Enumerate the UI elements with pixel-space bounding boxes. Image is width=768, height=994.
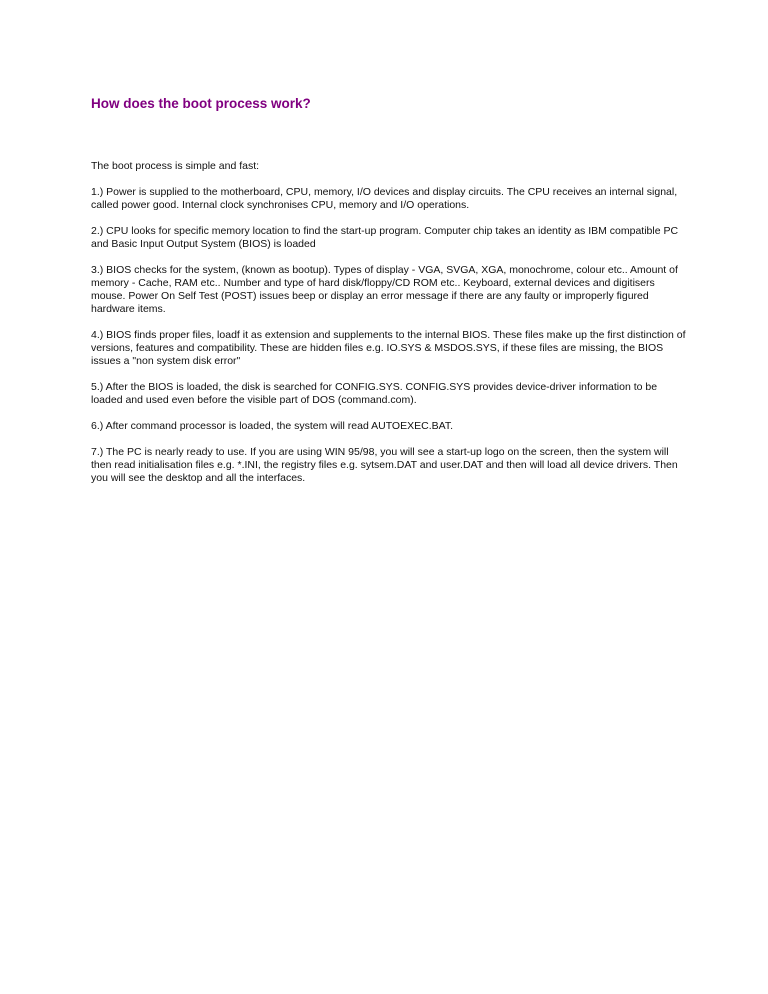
step-6-paragraph: 6.) After command processor is loaded, the system will read AUTOEXEC.BAT.: [91, 420, 454, 432]
step-2-paragraph: 2.) CPU looks for specific memory location to find the start-up program. Computer chip takes an identity as IBM compatible PC and Basic Input Output System (BIOS) is loaded: [91, 225, 679, 250]
step-7-paragraph: 7.) The PC is nearly ready to use. If you are using WIN 95/98, you will see a start-up logo on the screen, then the system will then read initialisation files e.g. *.INI, the registry files e.g. sytsem.DAT and user.DAT and then will load all device drivers. Then you will see the desktop and all the interfaces.: [91, 446, 678, 484]
step-4-paragraph: 4.) BIOS finds proper files, loadf it as extension and supplements to the internal BIOS. These files make up the first distinction of versions, features and compatibility. These are hidden files e.g. IO.SYS & MSDOS.SYS, if these files are missing, the BIOS issues a "non system disk error": [91, 329, 686, 367]
step-5-paragraph: 5.) After the BIOS is loaded, the disk is searched for CONFIG.SYS. CONFIG.SYS provides device-driver information to be loaded and used even before the visible part of DOS (command.com).: [91, 381, 658, 406]
document-body: [91, 160, 686, 498]
step-1-paragraph: 1.) Power is supplied to the motherboard, CPU, memory, I/O devices and display circuits. The CPU receives an internal signal, called power good. Internal clock synchronises CPU, memory and I/O operations.: [91, 186, 678, 211]
page-title: How does the boot process work?: [91, 96, 311, 111]
intro-paragraph: The boot process is simple and fast:: [91, 160, 260, 172]
step-3-paragraph: 3.) BIOS checks for the system, (known as bootup). Types of display - VGA, SVGA, XGA, monochrome, colour etc.. Amount of memory - Cache, RAM etc.. Number and type of hard disk/floppy/CD ROM etc.. Keyboard, external devices and digitisers mouse. Power On Self Test (POST) issues beep or display an error message if there are any faulty or improperly figured hardware items.: [91, 264, 678, 315]
